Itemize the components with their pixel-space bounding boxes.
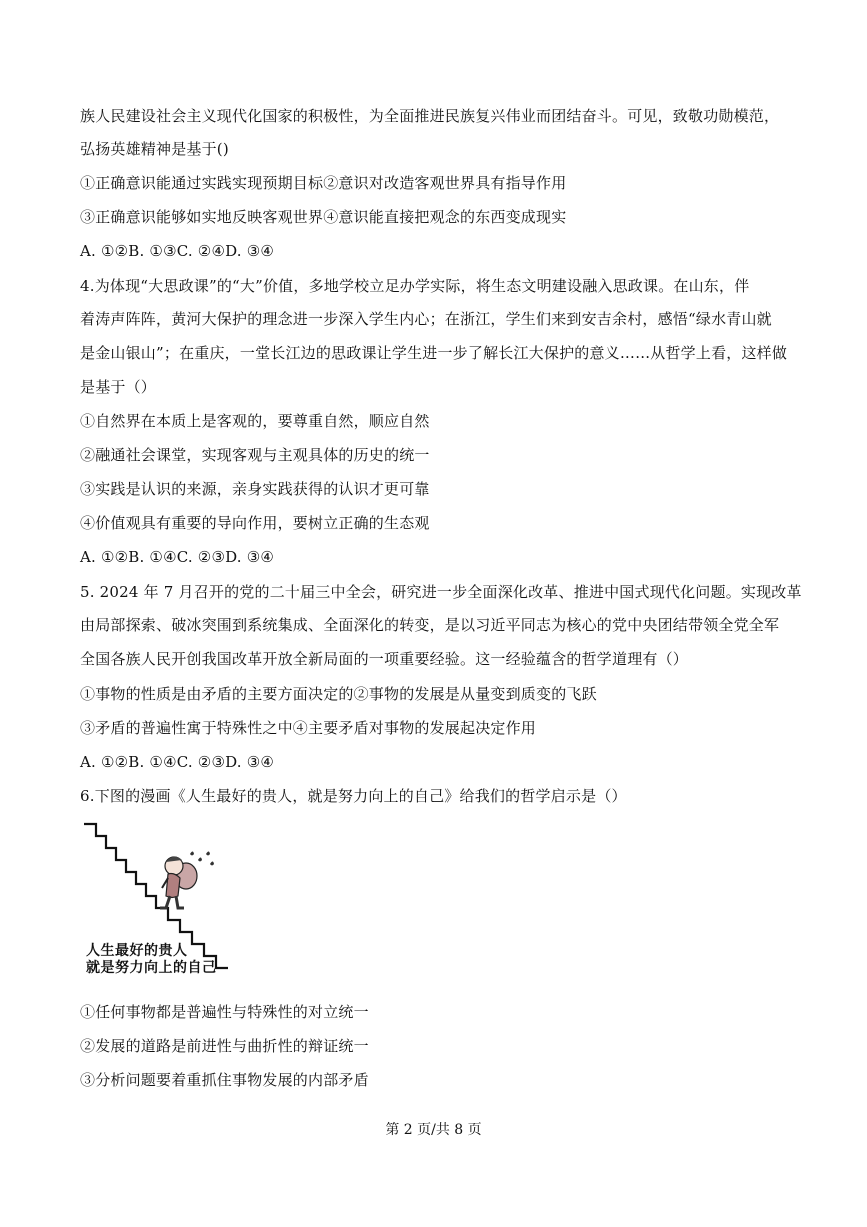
q5-options-1-2: ①事物的性质是由矛盾的主要方面决定的②事物的发展是从量变到质变的飞跃: [80, 685, 597, 703]
q6-option-1: ①任何事物都是普遍性与特殊性的对立统一: [80, 1003, 369, 1021]
q5-options-3-4: ③矛盾的普遍性寓于特殊性之中④主要矛盾对事物的发展起决定作用: [80, 719, 537, 737]
cartoon-caption-line-1: 人生最好的贵人: [86, 943, 188, 959]
q4-option-4: ④价值观具有重要的导向作用，要树立正确的生态观: [80, 514, 430, 532]
q5-stem-line-2: 由局部探索、破冰突围到系统集成、全面深化的转变，是以习近平同志为核心的党中央团结带领全党全军: [80, 616, 780, 634]
q3-stem-line-1: 族人民建设社会主义现代化国家的积极性，为全面推进民族复兴伟业而团结奋斗。可见，致敬功勋模范，: [80, 107, 780, 125]
climbing-person-icon: [160, 856, 197, 908]
q4-option-2: ②融通社会课堂，实现客观与主观具体的历史的统一: [80, 446, 430, 464]
q4-option-1: ①自然界在本质上是客观的，要尊重自然，顺应自然: [80, 412, 430, 430]
q3-choices: A. ①②B. ①③C. ②④D. ③④: [80, 242, 275, 260]
cartoon-caption-line-2: 就是努力向上的自己: [86, 960, 217, 976]
q5-choices: A. ①②B. ①④C. ②③D. ③④: [80, 753, 275, 771]
q5-stem-line-3: 全国各族人民开创我国改革开放全新局面的一项重要经验。这一经验蕴含的哲学道理有（）: [80, 650, 689, 668]
q4-stem-line-1: 4.为体现“大思政课”的“大”价值，多地学校立足办学实际，将生态文明建设融入思政课。在山东，伴: [80, 277, 750, 295]
q4-choices: A. ①②B. ①④C. ②③D. ③④: [80, 548, 275, 566]
q4-stem-line-3: 是金山银山”；在重庆，一堂长江边的思政课让学生进一步了解长江大保护的意义……从哲学上看，这样做: [80, 344, 788, 362]
q4-option-3: ③实践是认识的来源，亲身实践获得的认识才更可靠: [80, 480, 430, 498]
q6-stem-line-1: 6.下图的漫画《人生最好的贵人，就是努力向上的自己》给我们的哲学启示是（）: [80, 787, 627, 805]
sweat-drop-icon: [210, 862, 214, 866]
q5-stem-line-1: 5. 2024 年 7 月召开的党的二十届三中全会，研究进一步全面深化改革、推进中国式现代化问题。实现改革: [80, 583, 802, 601]
page-number-footer: 第 2 页/共 8 页: [385, 1122, 482, 1138]
sweat-drop-icon: [198, 858, 202, 862]
q3-options-1-2: ①正确意识能通过实践实现预期目标②意识对改造客观世界具有指导作用: [80, 174, 567, 192]
sweat-drop-icon: [190, 852, 194, 856]
q3-options-3-4: ③正确意识能够如实地反映客观世界④意识能直接把观念的东西变成现实: [80, 208, 567, 226]
q4-stem-line-4: 是基于（）: [80, 378, 157, 396]
sweat-drop-icon: [206, 852, 210, 856]
q6-option-2: ②发展的道路是前进性与曲折性的辩证统一: [80, 1037, 369, 1055]
q6-option-3: ③分析问题要着重抓住事物发展的内部矛盾: [80, 1071, 369, 1089]
q3-stem-line-2: 弘扬英雄精神是基于(): [80, 140, 229, 158]
q4-stem-line-2: 着涛声阵阵，黄河大保护的理念进一步深入学生内心；在浙江，学生们来到安吉余村，感悟“绿水青山就: [80, 310, 772, 328]
